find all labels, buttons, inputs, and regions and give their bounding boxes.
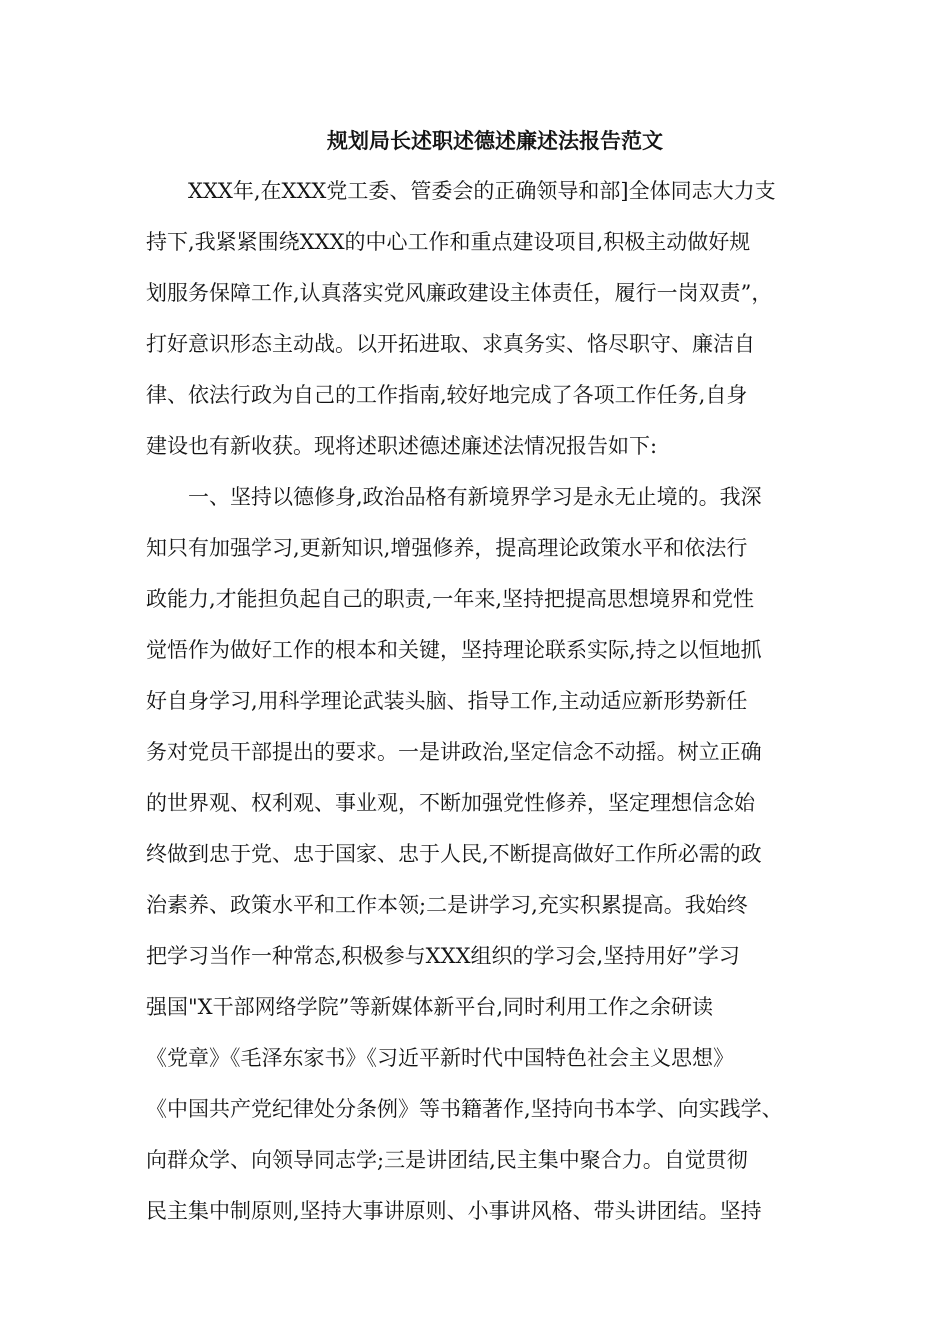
paragraph-1-line-6: 建设也有新收获。现将述职述德述廉述法情况报告如下: (146, 434, 658, 458)
paragraph-2-line-13: 《中国共产党纪律处分条例》等书籍著作,坚持向书本学、向实践学、 (146, 1097, 783, 1121)
paragraph-2-line-6: 务对党员干部提出的要求。一是讲政治,坚定信念不动摇。树立正确 (146, 740, 762, 764)
paragraph-2-line-4: 觉悟作为做好工作的根本和关键，坚持理论联系实际,持之以恒地抓 (146, 638, 762, 662)
paragraph-2-line-9: 治素养、政策水平和工作本领;二是讲学习,充实积累提高。我始终 (146, 893, 748, 917)
paragraph-2-line-1: 一、坚持以德修身,政治品格有新境界学习是永无止境的。我深 (188, 485, 762, 509)
paragraph-2-line-2: 知只有加强学习,更新知识,增强修养，提高理论政策水平和依法行 (146, 536, 748, 560)
paragraph-2-line-11: 强国"X干部网络学院”等新媒体新平台,同时利用工作之余研读 (146, 995, 714, 1019)
document-title: 规划局长述职述德述廉述法报告范文 (327, 128, 663, 153)
paragraph-2-line-7: 的世界观、权利观、事业观，不断加强党性修养，坚定理想信念始 (146, 791, 755, 815)
paragraph-2-line-8: 终做到忠于党、忠于国家、忠于人民,不断提高做好工作所必需的政 (146, 842, 762, 866)
paragraph-1-line-1: XXX年,在XXX党工委、管委会的正确领导和部]全体同志大力支 (188, 179, 776, 203)
paragraph-1-line-3: 划服务保障工作,认真落实党风廉政建设主体责任，履行一岗双责”， (146, 281, 773, 305)
paragraph-1-line-4: 打好意识形态主动战。以开拓进取、求真务实、恪尽职守、廉洁自 (146, 332, 755, 356)
paragraph-2-line-5: 好自身学习,用科学理论武装头脑、指导工作,主动适应新形势新任 (146, 689, 748, 713)
paragraph-2-line-12: 《党章》《毛泽东家书》《习近平新时代中国特色社会主义思想》 (146, 1046, 734, 1070)
paragraph-1-line-2: 持下,我紧紧围绕XXX的中心工作和重点建设项目,积极主动做好规 (146, 230, 751, 254)
paragraph-2-line-14: 向群众学、向领导同志学;三是讲团结,民主集中聚合力。自觉贯彻 (146, 1148, 748, 1172)
paragraph-2-line-15: 民主集中制原则,坚持大事讲原则、小事讲风格、带头讲团结。坚持 (146, 1199, 762, 1223)
paragraph-1-line-5: 律、依法行政为自己的工作指南,较好地完成了各项工作任务,自身 (146, 383, 748, 407)
paragraph-2-line-10: 把学习当作一种常态,积极参与XXX组织的学习会,坚持用好”学习 (146, 944, 740, 968)
paragraph-2-line-3: 政能力,才能担负起自己的职责,一年来,坚持把提高思想境界和党性 (146, 587, 755, 611)
